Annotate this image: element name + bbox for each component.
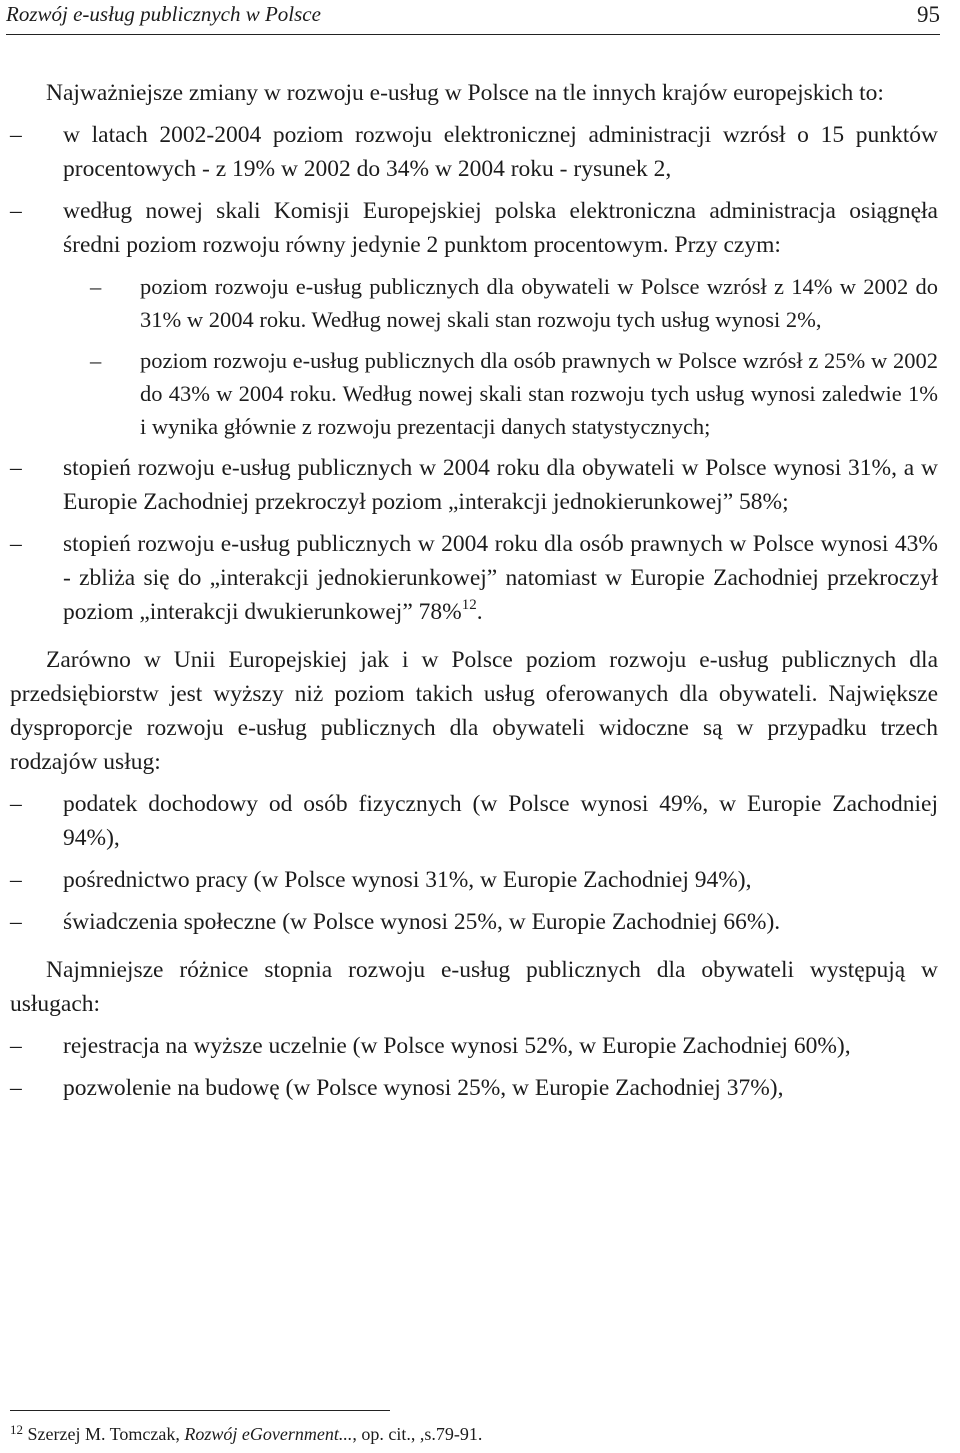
running-header bbox=[6, 2, 940, 35]
sub-list-item-text: poziom rozwoju e-usług publicznych dla obywateli w Polsce wzrósł z 14% w 2002 do 31% w 2004 roku. Według nowej skali stan rozwoju tych usług wynosi 2%, bbox=[140, 274, 938, 332]
list-item bbox=[10, 905, 938, 939]
footnote-rest: , op. cit., ,s.79-91. bbox=[352, 1424, 483, 1444]
header-title: Rozwój e-usług publicznych w Polsce bbox=[6, 2, 321, 26]
body-text bbox=[10, 76, 938, 1105]
sub-list-item bbox=[10, 344, 938, 443]
footnote bbox=[10, 1422, 930, 1446]
list-dash: – bbox=[10, 122, 22, 148]
list-item bbox=[10, 451, 938, 519]
list-item-text: rejestracja na wyższe uczelnie (w Polsce wynosi 52%, w Europie Zachodniej 60%), bbox=[63, 1033, 851, 1059]
list-dash: – bbox=[90, 274, 102, 299]
footnote-number: 12 bbox=[10, 1422, 23, 1437]
sub-list-item-text: poziom rozwoju e-usług publicznych dla osób prawnych w Polsce wzrósł z 25% w 2002 do 43% w 2004 roku. Według nowej skali stan rozwoju tych usług wynosi zaledwie 1% i wynika głównie z rozwoju prezentacji danych statystycznych; bbox=[140, 348, 938, 439]
list-dash: – bbox=[10, 909, 22, 935]
list-dash: – bbox=[10, 867, 22, 893]
footnote-divider bbox=[10, 1410, 390, 1411]
list-item-end: . bbox=[476, 599, 483, 625]
paragraph: Najmniejsze różnice stopnia rozwoju e-usług publicznych dla obywateli występują w usługach: bbox=[10, 957, 938, 1017]
list-item bbox=[10, 863, 938, 897]
list-dash: – bbox=[10, 1075, 22, 1101]
list-dash: – bbox=[10, 198, 22, 224]
list-item bbox=[10, 1029, 938, 1063]
list-item bbox=[10, 787, 938, 855]
list-item bbox=[10, 194, 938, 262]
list-item bbox=[10, 1071, 938, 1105]
list-item-text: według nowej skali Komisji Europejskiej polska elektroniczna administracja osiągnęła średni poziom rozwoju równy jedynie 2 punktom procentowym. Przy czym: bbox=[63, 198, 938, 258]
list-item-text: stopień rozwoju e-usług publicznych w 2004 roku dla obywateli w Polsce wynosi 31%, a w Europie Zachodniej przekroczył poziom „interakcji jednokierunkowej” 58%; bbox=[63, 455, 938, 515]
list-item-text: świadczenia społeczne (w Polsce wynosi 25%, w Europie Zachodniej 66%). bbox=[63, 909, 781, 935]
list-item bbox=[10, 118, 938, 186]
list-dash: – bbox=[10, 791, 22, 817]
footnote-author: Szerzej M. Tomczak, bbox=[27, 1424, 180, 1444]
list-dash: – bbox=[90, 348, 102, 373]
sub-list-item bbox=[10, 270, 938, 336]
list-dash: – bbox=[10, 1033, 22, 1059]
list-dash: – bbox=[10, 531, 22, 557]
list-item-text: pozwolenie na budowę (w Polsce wynosi 25%, w Europie Zachodniej 37%), bbox=[63, 1075, 784, 1101]
list-item-text: w latach 2002-2004 poziom rozwoju elektronicznej administracji wzrósł o 15 punktów procentowych - z 19% w 2002 do 34% w 2004 roku - rysunek 2, bbox=[63, 122, 938, 182]
list-item-text: podatek dochodowy od osób fizycznych (w Polsce wynosi 49%, w Europie Zachodniej 94%), bbox=[63, 791, 938, 851]
footnote-reference: 12 bbox=[461, 597, 477, 613]
list-dash: – bbox=[10, 455, 22, 481]
page-number: 95 bbox=[917, 2, 940, 27]
list-item-text: pośrednictwo pracy (w Polsce wynosi 31%, w Europie Zachodniej 94%), bbox=[63, 867, 752, 893]
footnote-title: Rozwój eGovernment... bbox=[184, 1424, 353, 1444]
list-item-text: stopień rozwoju e-usług publicznych w 2004 roku dla osób prawnych w Polsce wynosi 43% - zbliża się do „interakcji jednokierunkowej” natomiast w Europie Zachodniej przekroczył poziom „interakcji dwukierunkowej” 78% bbox=[63, 531, 938, 625]
intro-paragraph: Najważniejsze zmiany w rozwoju e-usług w Polsce na tle innych krajów europejskich to: bbox=[46, 80, 884, 106]
paragraph: Zarówno w Unii Europejskiej jak i w Polsce poziom rozwoju e-usług publicznych dla przedsiębiorstw jest wyższy niż poziom takich usług oferowanych dla obywateli. Największe dysproporcje rozwoju e-usług publicznych dla obywateli widoczne są w przypadku trzech rodzajów usług: bbox=[10, 647, 938, 775]
list-item bbox=[10, 527, 938, 629]
